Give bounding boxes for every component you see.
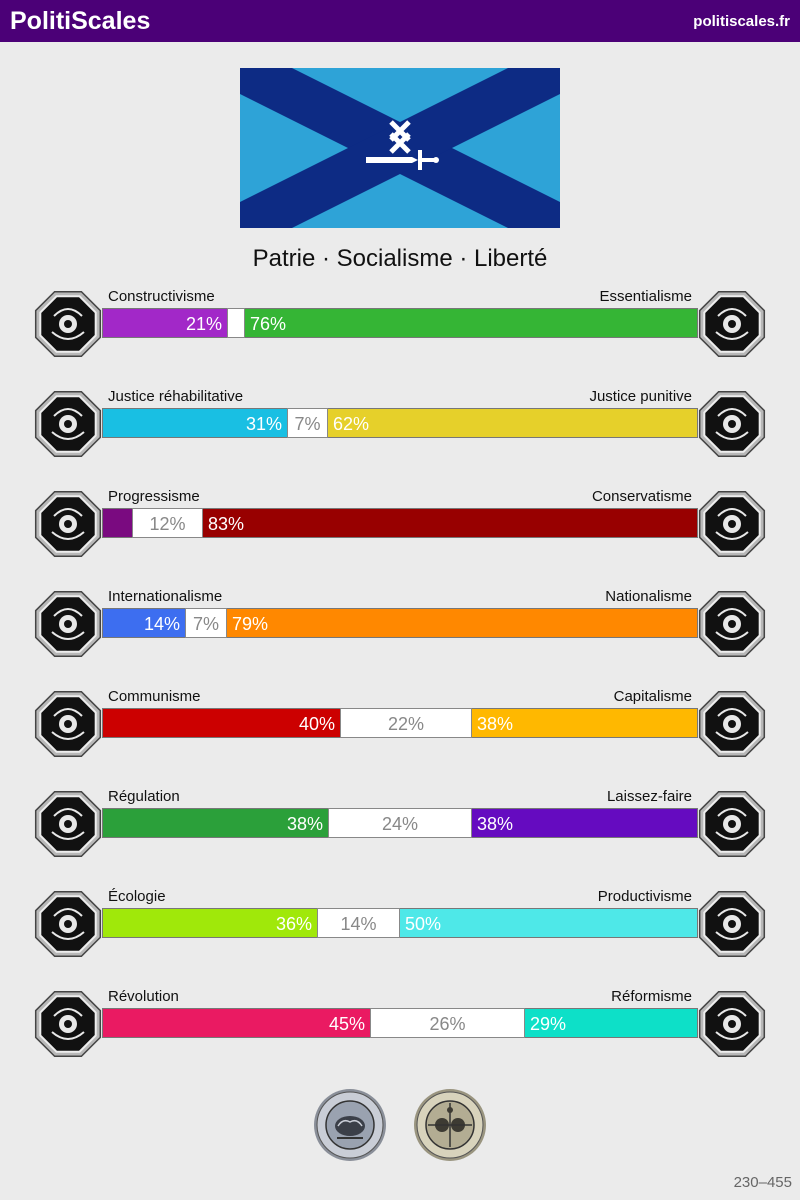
axis-neutral-bar: 24% xyxy=(328,808,472,838)
torch-icon xyxy=(32,488,104,560)
axis-justice xyxy=(0,388,800,468)
axis-neutral-bar: 12% xyxy=(132,508,203,538)
sprout-icon xyxy=(32,888,104,960)
axis-neutral-bar: 14% xyxy=(317,908,400,938)
axis-right-bar: 83% xyxy=(203,508,698,538)
raised-fist-icon xyxy=(32,988,104,1060)
axis-right-bar: 76% xyxy=(245,308,698,338)
axis-right-bar: 38% xyxy=(472,808,698,838)
axis-left-label: Régulation xyxy=(108,788,180,805)
axis-right-label: Réformisme xyxy=(611,988,692,1005)
brain-seal-icon xyxy=(313,1088,387,1162)
axis-change xyxy=(0,988,800,1068)
axis-neutral-bar: 7% xyxy=(185,608,227,638)
axis-left-bar: 31% xyxy=(102,408,287,438)
axis-right-label: Nationalisme xyxy=(605,588,692,605)
axis-right-bar: 38% xyxy=(472,708,698,738)
axis-left-label: Justice réhabilitative xyxy=(108,388,244,405)
axis-bar xyxy=(102,908,698,938)
axis-left-bar xyxy=(102,508,132,538)
axis-left-bar: 40% xyxy=(102,708,340,738)
axis-bar xyxy=(102,708,698,738)
header xyxy=(0,0,800,42)
axis-right-bar: 50% xyxy=(400,908,698,938)
axis-left-label: Écologie xyxy=(108,888,166,905)
motto-slogan: Patrie · Socialisme · Liberté xyxy=(252,245,548,272)
flower-icon xyxy=(696,288,768,360)
axis-bar xyxy=(102,1008,698,1038)
axis-left-label: Internationalisme xyxy=(108,588,223,605)
axis-bar xyxy=(102,808,698,838)
axis-right-label: Capitalisme xyxy=(613,688,692,705)
axis-left-bar: 36% xyxy=(102,908,317,938)
axis-right-bar: 79% xyxy=(227,608,698,638)
compass-seal-icon xyxy=(413,1088,487,1162)
axis-economy xyxy=(0,688,800,768)
axis-right-bar: 62% xyxy=(328,408,698,438)
axis-market xyxy=(0,788,800,868)
axis-bar xyxy=(102,408,698,438)
butterfly-icon xyxy=(696,788,768,860)
globe-laurel-icon xyxy=(32,588,104,660)
axis-globalism xyxy=(0,588,800,668)
prison-bars-icon xyxy=(696,388,768,460)
result-code: 230–455 xyxy=(733,1174,792,1191)
axis-neutral-bar: 22% xyxy=(340,708,472,738)
axis-left-bar: 14% xyxy=(102,608,185,638)
axis-bar xyxy=(102,508,698,538)
axis-left-label: Progressisme xyxy=(108,488,200,505)
axis-left-bar: 38% xyxy=(102,808,328,838)
axis-culture xyxy=(0,488,800,568)
axis-right-label: Essentialisme xyxy=(599,288,692,305)
axis-left-label: Révolution xyxy=(108,988,179,1005)
ruler-tools-icon xyxy=(32,788,104,860)
axis-left-bar: 45% xyxy=(102,1008,370,1038)
quill-pen-icon xyxy=(696,488,768,560)
brand-title[interactable]: PolitiScales xyxy=(10,7,151,35)
hammer-sickle-icon xyxy=(32,688,104,760)
handshake-icon xyxy=(32,388,104,460)
axis-neutral-bar: 26% xyxy=(370,1008,525,1038)
axis-bar xyxy=(102,308,698,338)
ideology-flag xyxy=(240,68,560,228)
axis-neutral-bar: 7% xyxy=(287,408,328,438)
parliament-icon xyxy=(696,988,768,1060)
axis-right-label: Productivisme xyxy=(597,888,692,905)
gear-icon xyxy=(696,888,768,960)
axis-neutral-bar xyxy=(227,308,245,338)
axis-right-bar: 29% xyxy=(525,1008,698,1038)
axis-bar xyxy=(102,608,698,638)
axis-left-label: Communisme xyxy=(108,688,201,705)
axis-right-label: Laissez-faire xyxy=(606,788,692,805)
money-bag-icon xyxy=(696,688,768,760)
site-link[interactable]: politiscales.fr xyxy=(693,13,790,30)
axis-right-label: Justice punitive xyxy=(589,388,692,405)
waving-flag-icon xyxy=(696,588,768,660)
axis-left-label: Constructivisme xyxy=(108,288,215,305)
eye-web-icon xyxy=(32,288,104,360)
axis-environment xyxy=(0,888,800,968)
axis-left-bar: 21% xyxy=(102,308,227,338)
axis-right-label: Conservatisme xyxy=(591,488,692,505)
axis-essence xyxy=(0,288,800,368)
